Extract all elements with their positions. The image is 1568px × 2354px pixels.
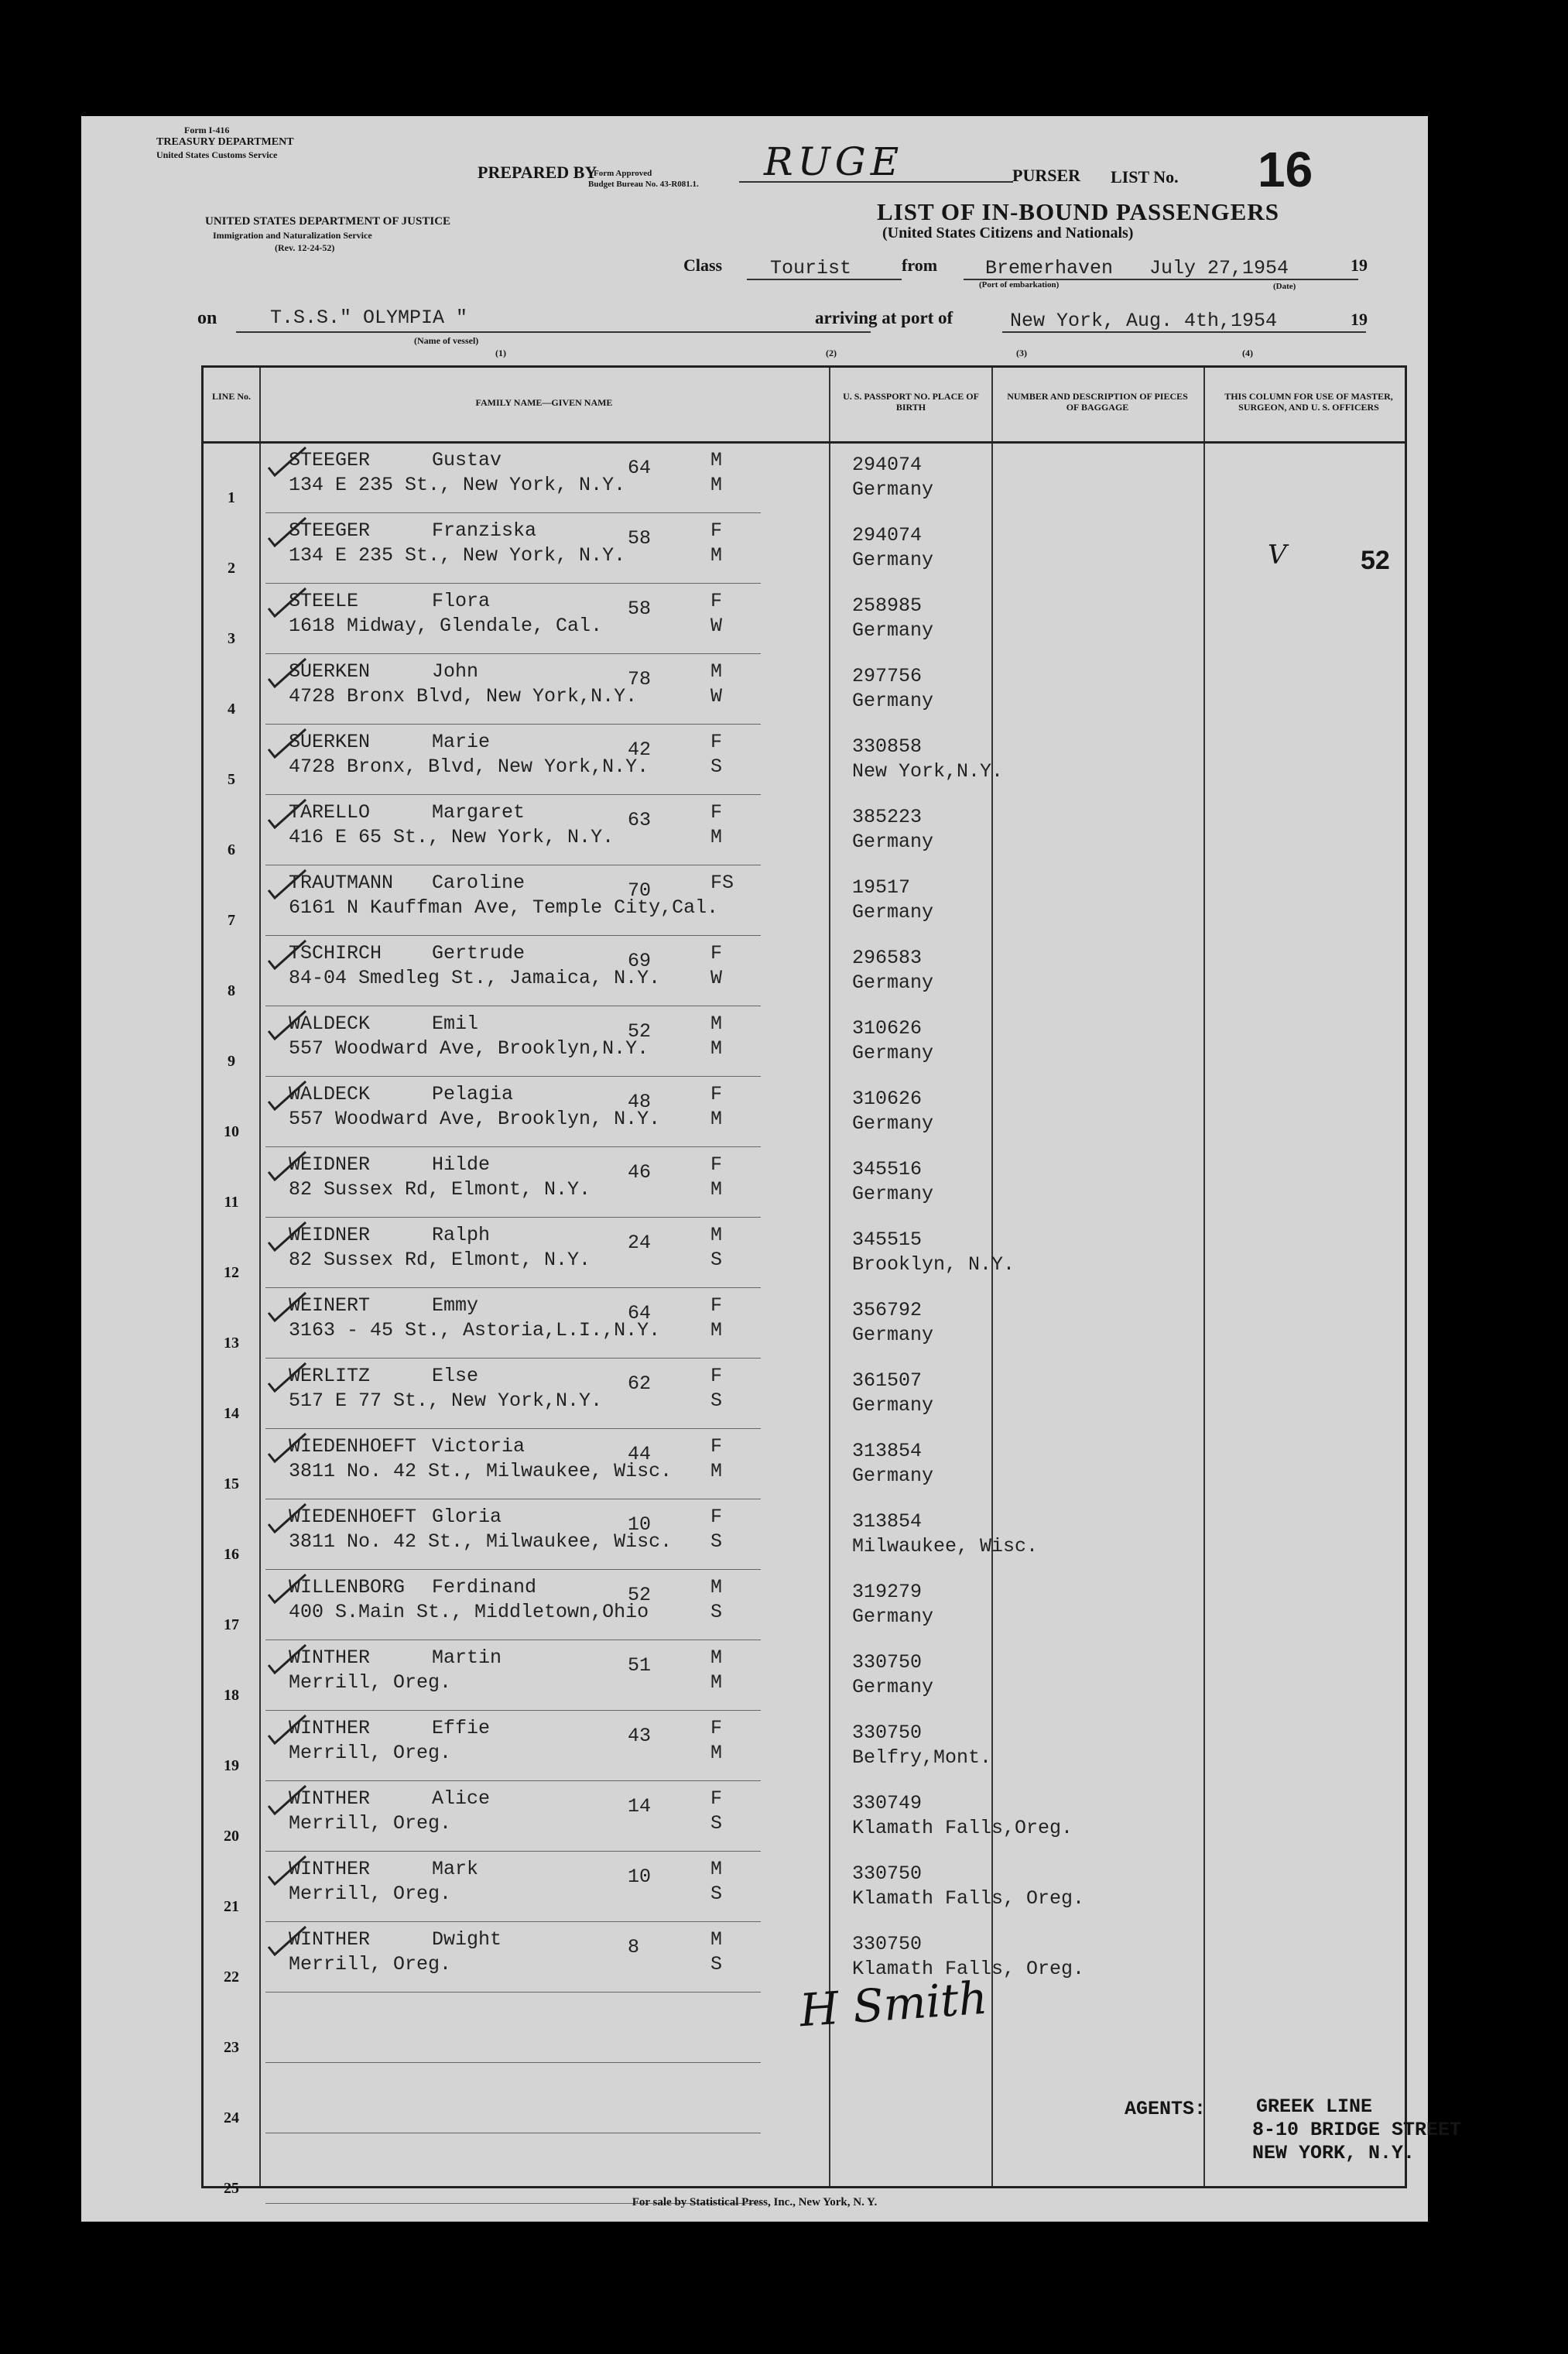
line-number: 11: [224, 1194, 239, 1211]
passenger-given-name: Margaret: [432, 801, 526, 824]
place-of-birth: Klamath Falls,Oreg.: [852, 1817, 1073, 1839]
form-id: Form I-416: [184, 125, 230, 135]
passenger-marital-status: S: [710, 1953, 723, 1975]
passenger-marital-status: W: [710, 615, 723, 637]
footer-printer: For sale by Statistical Press, Inc., New York, N. Y.: [632, 2196, 878, 2208]
table-row: [204, 1218, 1405, 1288]
passenger-marital-status: M: [710, 1319, 723, 1341]
passenger-sex: F: [710, 942, 723, 965]
treasury-dept: TREASURY DEPARTMENT: [156, 136, 294, 148]
vessel-caption: (Name of vessel): [414, 335, 479, 346]
passenger-surname: STEELE: [289, 590, 359, 612]
page-subtitle: (United States Citizens and Nationals): [882, 224, 1134, 242]
passenger-address: 3163 - 45 St., Astoria,L.I.,N.Y.: [289, 1319, 661, 1341]
place-of-birth: Germany: [852, 1042, 934, 1064]
passenger-age: 44: [628, 1443, 652, 1465]
passenger-marital-status: S: [710, 1249, 723, 1271]
col-header-passport: U. S. PASSPORT NO. PLACE OF BIRTH: [843, 391, 979, 413]
place-of-birth: Germany: [852, 1324, 934, 1346]
passenger-age: 70: [628, 879, 652, 902]
passport-number: 294074: [852, 524, 923, 547]
line-number: 22: [224, 1969, 239, 1986]
passenger-age: 24: [628, 1232, 652, 1254]
passenger-marital-status: S: [710, 1812, 723, 1835]
passenger-address: 82 Sussex Rd, Elmont, N.Y.: [289, 1249, 591, 1271]
place-of-birth: New York,N.Y.: [852, 760, 1004, 783]
passenger-surname: WALDECK: [289, 1013, 371, 1035]
place-of-birth: Germany: [852, 478, 934, 501]
passport-number: 297756: [852, 665, 923, 687]
passenger-given-name: Caroline: [432, 872, 526, 894]
passenger-marital-status: M: [710, 1178, 723, 1201]
passenger-address: 6161 N Kauffman Ave, Temple City,Cal.: [289, 896, 719, 919]
passenger-address: 416 E 65 St., New York, N.Y.: [289, 826, 615, 848]
check-mark-icon: [264, 1290, 309, 1322]
passenger-sex: F: [710, 1294, 723, 1317]
passenger-sex: FS: [710, 872, 734, 894]
passenger-sex: F: [710, 1787, 723, 1810]
from-label: from: [902, 255, 938, 275]
passenger-surname: WINTHER: [289, 1928, 371, 1951]
agents-line-2: 8-10 BRIDGE STREET: [1252, 2119, 1462, 2141]
passenger-given-name: Martin: [432, 1646, 502, 1669]
check-mark-icon: [264, 1853, 309, 1886]
passenger-marital-status: M: [710, 1108, 723, 1130]
place-of-birth: Milwaukee, Wisc.: [852, 1535, 1039, 1557]
passenger-sex: M: [710, 1013, 723, 1035]
agents-line-1: GREEK LINE: [1256, 2095, 1373, 2118]
passenger-marital-status: S: [710, 1530, 723, 1553]
passenger-marital-status: M: [710, 826, 723, 848]
check-mark-icon: [264, 1924, 309, 1956]
place-of-birth: Germany: [852, 1465, 934, 1487]
passenger-sex: M: [710, 1576, 723, 1598]
line-number: 19: [224, 1757, 239, 1774]
passenger-given-name: Victoria: [432, 1435, 526, 1458]
line-number: 25: [224, 2180, 239, 2197]
passenger-age: 52: [628, 1584, 652, 1606]
passenger-address: 400 S.Main St., Middletown,Ohio: [289, 1601, 649, 1623]
passenger-marital-status: S: [710, 1601, 723, 1623]
passenger-marital-status: W: [710, 967, 723, 989]
passport-number: 294074: [852, 454, 923, 476]
class-value: Tourist: [770, 257, 852, 279]
table-row: [204, 1006, 1405, 1077]
passenger-marital-status: W: [710, 685, 723, 708]
passenger-sex: M: [710, 1224, 723, 1246]
passenger-age: 10: [628, 1513, 652, 1536]
check-mark-icon: [264, 1501, 309, 1533]
check-mark-icon: [264, 1431, 309, 1463]
form-approved: Form Approved: [594, 169, 652, 178]
passenger-sex: F: [710, 731, 723, 753]
passenger-marital-status: M: [710, 1671, 723, 1694]
table-row: [204, 513, 1405, 584]
line-number: 14: [224, 1405, 239, 1422]
line-number: 13: [224, 1335, 239, 1352]
passenger-address: 3811 No. 42 St., Milwaukee, Wisc.: [289, 1530, 673, 1553]
table-row: [204, 865, 1405, 936]
line-number: 1: [228, 489, 235, 506]
place-of-birth: Belfry,Mont.: [852, 1746, 992, 1769]
passenger-marital-status: M: [710, 474, 723, 496]
passenger-sex: F: [710, 1153, 723, 1176]
passenger-given-name: Emmy: [432, 1294, 479, 1317]
passenger-marital-status: S: [710, 1883, 723, 1905]
passport-number: 356792: [852, 1299, 923, 1321]
passenger-marital-status: S: [710, 1389, 723, 1412]
passenger-age: 51: [628, 1654, 652, 1677]
check-mark-icon: [264, 515, 309, 547]
line-number: 20: [224, 1828, 239, 1845]
check-mark-icon: [264, 937, 309, 970]
passenger-surname: WEIDNER: [289, 1224, 371, 1246]
line-number: 17: [224, 1616, 239, 1633]
passenger-marital-status: M: [710, 1460, 723, 1482]
passenger-surname: WINTHER: [289, 1787, 371, 1810]
table-row: [204, 1359, 1405, 1429]
list-no-label: LIST No.: [1111, 167, 1179, 187]
passenger-address: 4728 Bronx Blvd, New York,N.Y.: [289, 685, 638, 708]
check-mark-icon: [264, 1219, 309, 1252]
check-mark-icon: [264, 1360, 309, 1393]
passenger-given-name: Franziska: [432, 519, 537, 542]
passenger-surname: WILLENBORG: [289, 1576, 406, 1598]
passenger-age: 52: [628, 1020, 652, 1043]
passenger-age: 10: [628, 1866, 652, 1888]
passport-number: 319279: [852, 1581, 923, 1603]
manifest-page: [81, 116, 1462, 2222]
table-row: [204, 1852, 1405, 1922]
place-of-birth: Germany: [852, 1183, 934, 1205]
check-mark-icon: [264, 1642, 309, 1674]
passenger-age: 78: [628, 668, 652, 690]
passenger-sex: F: [710, 590, 723, 612]
passenger-sex: F: [710, 1506, 723, 1528]
col-num-4: (4): [1242, 348, 1253, 358]
passenger-surname: WIEDENHOEFT: [289, 1506, 417, 1528]
place-of-birth: Germany: [852, 1605, 934, 1628]
table-row: [204, 1147, 1405, 1218]
check-mark-icon: [264, 1078, 309, 1111]
passenger-surname: SUERKEN: [289, 731, 371, 753]
budget-bureau: Budget Bureau No. 43-R081.1.: [588, 180, 699, 189]
check-mark-icon: [264, 1783, 309, 1815]
passport-number: 385223: [852, 806, 923, 828]
passenger-given-name: John: [432, 660, 479, 683]
vessel-value: T.S.S." OLYMPIA ": [270, 307, 468, 329]
passenger-given-name: Alice: [432, 1787, 491, 1810]
table-row: [204, 1711, 1405, 1781]
passenger-address: 82 Sussex Rd, Elmont, N.Y.: [289, 1178, 591, 1201]
passport-number: 330750: [852, 1933, 923, 1955]
passenger-given-name: Emil: [432, 1013, 479, 1035]
passenger-address: 84-04 Smedleg St., Jamaica, N.Y.: [289, 967, 661, 989]
passenger-age: 64: [628, 1302, 652, 1324]
passenger-marital-status: M: [710, 1742, 723, 1764]
col-header-officers: THIS COLUMN FOR USE OF MASTER, SURGEON, AND U. S. OFFICERS: [1224, 391, 1393, 413]
passenger-surname: WEIDNER: [289, 1153, 371, 1176]
passenger-surname: WERLITZ: [289, 1365, 371, 1387]
year-suffix-1: 19: [1351, 255, 1368, 275]
table-row: [204, 654, 1405, 725]
passenger-sex: F: [710, 519, 723, 542]
table-row: [204, 1922, 1405, 1993]
line-number: 6: [228, 841, 235, 858]
passport-number: 330750: [852, 1862, 923, 1885]
year-suffix-2: 19: [1351, 310, 1368, 329]
passport-number: 19517: [852, 876, 911, 899]
table-row: [204, 1077, 1405, 1147]
passenger-marital-status: M: [710, 544, 723, 567]
passenger-age: 43: [628, 1725, 652, 1747]
passenger-address: 557 Woodward Ave, Brooklyn, N.Y.: [289, 1108, 661, 1130]
line-number: 3: [228, 630, 235, 647]
passenger-given-name: Else: [432, 1365, 479, 1387]
passenger-given-name: Hilde: [432, 1153, 491, 1176]
passport-number: 258985: [852, 594, 923, 617]
passenger-surname: WEINERT: [289, 1294, 371, 1317]
line-number: 5: [228, 771, 235, 788]
justice-dept: UNITED STATES DEPARTMENT OF JUSTICE: [205, 215, 451, 228]
passenger-marital-status: M: [710, 1037, 723, 1060]
passenger-sex: M: [710, 1858, 723, 1880]
table-row: [204, 443, 1405, 513]
line-number: 12: [224, 1264, 239, 1281]
passenger-address: Merrill, Oreg.: [289, 1812, 452, 1835]
check-mark-icon: [264, 444, 309, 477]
passport-number: 361507: [852, 1369, 923, 1392]
passenger-surname: WINTHER: [289, 1646, 371, 1669]
place-of-birth: Germany: [852, 619, 934, 642]
passenger-age: 69: [628, 950, 652, 972]
passenger-sex: F: [710, 1365, 723, 1387]
place-of-birth: Germany: [852, 1112, 934, 1135]
passenger-address: 3811 No. 42 St., Milwaukee, Wisc.: [289, 1460, 673, 1482]
passport-number: 345515: [852, 1228, 923, 1251]
table-row: [204, 1570, 1405, 1640]
table-row: [204, 1499, 1405, 1570]
passenger-surname: WINTHER: [289, 1717, 371, 1739]
passenger-surname: STEEGER: [289, 519, 371, 542]
vessel-line: [236, 331, 871, 333]
passenger-given-name: Gustav: [432, 449, 502, 471]
passenger-surname: WINTHER: [289, 1858, 371, 1880]
line-number: 8: [228, 982, 235, 999]
arrival-value: New York, Aug. 4th,1954: [1010, 310, 1278, 332]
table-row: [204, 2063, 1405, 2133]
passenger-age: 46: [628, 1161, 652, 1184]
table-row: [204, 1640, 1405, 1711]
line-number: 2: [228, 560, 235, 577]
passenger-age: 48: [628, 1091, 652, 1113]
passenger-address: 134 E 235 St., New York, N.Y.: [289, 474, 626, 496]
passenger-age: 58: [628, 527, 652, 550]
passenger-address: 1618 Midway, Glendale, Cal.: [289, 615, 603, 637]
prepared-by-label: PREPARED BY: [478, 163, 597, 182]
place-of-birth: Brooklyn, N.Y.: [852, 1253, 1015, 1276]
passenger-address: 517 E 77 St., New York,N.Y.: [289, 1389, 603, 1412]
table-row: [204, 1781, 1405, 1852]
passenger-surname: TRAUTMANN: [289, 872, 394, 894]
class-label: Class: [683, 255, 723, 275]
line-number: 21: [224, 1898, 239, 1915]
table-row: [204, 1429, 1405, 1499]
passenger-surname: TARELLO: [289, 801, 371, 824]
passenger-given-name: Ferdinand: [432, 1576, 537, 1598]
passenger-address: 134 E 235 St., New York, N.Y.: [289, 544, 626, 567]
customs-service: United States Customs Service: [156, 149, 278, 160]
line-number: 24: [224, 2109, 239, 2126]
check-mark-icon: [264, 1571, 309, 1604]
line-number: 9: [228, 1053, 235, 1070]
passport-number: 345516: [852, 1158, 923, 1180]
page-title: LIST OF IN-BOUND PASSENGERS: [877, 198, 1279, 225]
passenger-sex: M: [710, 1928, 723, 1951]
passenger-age: 14: [628, 1795, 652, 1818]
passenger-surname: WALDECK: [289, 1083, 371, 1105]
officer-note: 52: [1361, 546, 1390, 575]
passport-number: 310626: [852, 1088, 923, 1110]
passport-number: 330750: [852, 1651, 923, 1674]
passport-number: 330750: [852, 1722, 923, 1744]
col-num-3: (3): [1016, 348, 1027, 358]
line-number: 18: [224, 1687, 239, 1704]
passenger-age: 64: [628, 457, 652, 479]
passenger-surname: STEEGER: [289, 449, 371, 471]
check-mark-icon: [264, 1149, 309, 1181]
passenger-given-name: Mark: [432, 1858, 479, 1880]
check-mark-icon: [264, 1008, 309, 1040]
passenger-surname: TSCHIRCH: [289, 942, 382, 965]
passport-number: 330858: [852, 735, 923, 758]
check-mark-icon: [264, 656, 309, 688]
passenger-given-name: Pelagia: [432, 1083, 514, 1105]
agents-label: AGENTS:: [1125, 2098, 1207, 2120]
passenger-age: 63: [628, 809, 652, 831]
check-mark-icon: [264, 585, 309, 618]
passport-number: 310626: [852, 1017, 923, 1040]
table-row: [204, 936, 1405, 1006]
signature: H Smith: [797, 1971, 990, 2037]
passenger-surname: WIEDENHOEFT: [289, 1435, 417, 1458]
check-mark-icon: [264, 797, 309, 829]
line-number: 7: [228, 912, 235, 929]
passenger-given-name: Ralph: [432, 1224, 491, 1246]
port-embark-caption: (Port of embarkation): [979, 280, 1060, 290]
passenger-age: 58: [628, 598, 652, 620]
arrival-line: [1002, 331, 1366, 333]
date-value: July 27,1954: [1149, 257, 1289, 279]
arriving-label: arriving at port of: [815, 308, 953, 327]
place-of-birth: Germany: [852, 690, 934, 712]
passenger-given-name: Marie: [432, 731, 491, 753]
prepared-by-name: RUGE: [764, 139, 904, 184]
purser-label: PURSER: [1012, 166, 1081, 185]
from-value: Bremerhaven: [985, 257, 1114, 279]
place-of-birth: Klamath Falls, Oreg.: [852, 1887, 1085, 1910]
class-line: [747, 279, 902, 280]
table-row: [204, 2133, 1405, 2204]
passenger-address: 4728 Bronx, Blvd, New York,N.Y.: [289, 756, 649, 778]
passenger-address: Merrill, Oreg.: [289, 1671, 452, 1694]
line-number: 10: [224, 1123, 239, 1140]
ins-service: Immigration and Naturalization Service: [213, 230, 372, 241]
place-of-birth: Germany: [852, 1394, 934, 1417]
passenger-sex: M: [710, 449, 723, 471]
passenger-age: 8: [628, 1936, 640, 1958]
passenger-surname: SUERKEN: [289, 660, 371, 683]
passenger-address: Merrill, Oreg.: [289, 1953, 452, 1975]
passenger-sex: M: [710, 1646, 723, 1669]
table-row: [204, 1288, 1405, 1359]
passenger-age: 62: [628, 1372, 652, 1395]
passenger-given-name: Effie: [432, 1717, 491, 1739]
place-of-birth: Germany: [852, 831, 934, 853]
table-row: [204, 584, 1405, 654]
table-row: [204, 725, 1405, 795]
check-mark-icon: [264, 726, 309, 759]
passenger-age: 42: [628, 738, 652, 761]
check-mark-icon: [264, 1712, 309, 1745]
revision: (Rev. 12-24-52): [275, 242, 335, 253]
passenger-table: [201, 365, 1462, 2197]
passport-number: 313854: [852, 1510, 923, 1533]
line-number: 16: [224, 1546, 239, 1563]
col-header-baggage: NUMBER AND DESCRIPTION OF PIECES OF BAGGAGE: [1007, 391, 1188, 413]
place-of-birth: Klamath Falls, Oreg.: [852, 1958, 1085, 1980]
passenger-sex: F: [710, 801, 723, 824]
line-number: 4: [228, 701, 235, 718]
list-number: 16: [1258, 142, 1313, 197]
prepared-by-line: [739, 181, 1013, 183]
passenger-sex: M: [710, 660, 723, 683]
col-num-1: (1): [495, 348, 506, 358]
passenger-sex: F: [710, 1083, 723, 1105]
passport-number: 313854: [852, 1440, 923, 1462]
col-header-line-no: LINE No.: [211, 391, 251, 402]
place-of-birth: Germany: [852, 901, 934, 923]
on-label: on: [197, 308, 217, 328]
date-caption: (Date): [1273, 282, 1296, 291]
officer-mark: V: [1268, 540, 1287, 571]
table-row: [204, 795, 1405, 865]
passenger-given-name: Gertrude: [432, 942, 526, 965]
place-of-birth: Germany: [852, 1676, 934, 1698]
col-header-name: FAMILY NAME—GIVEN NAME: [475, 397, 613, 408]
passenger-given-name: Dwight: [432, 1928, 502, 1951]
check-mark-icon: [264, 867, 309, 899]
passenger-sex: F: [710, 1435, 723, 1458]
passenger-marital-status: S: [710, 756, 723, 778]
passenger-address: Merrill, Oreg.: [289, 1883, 452, 1905]
passport-number: 296583: [852, 947, 923, 969]
passport-number: 330749: [852, 1792, 923, 1814]
passenger-address: Merrill, Oreg.: [289, 1742, 452, 1764]
agents-line-3: NEW YORK, N.Y.: [1252, 2142, 1416, 2164]
place-of-birth: Germany: [852, 549, 934, 571]
place-of-birth: Germany: [852, 971, 934, 994]
passenger-given-name: Flora: [432, 590, 491, 612]
passenger-given-name: Gloria: [432, 1506, 502, 1528]
col-num-2: (2): [826, 348, 837, 358]
passenger-address: 557 Woodward Ave, Brooklyn,N.Y.: [289, 1037, 649, 1060]
passenger-sex: F: [710, 1717, 723, 1739]
line-number: 23: [224, 2039, 239, 2056]
line-number: 15: [224, 1475, 239, 1492]
